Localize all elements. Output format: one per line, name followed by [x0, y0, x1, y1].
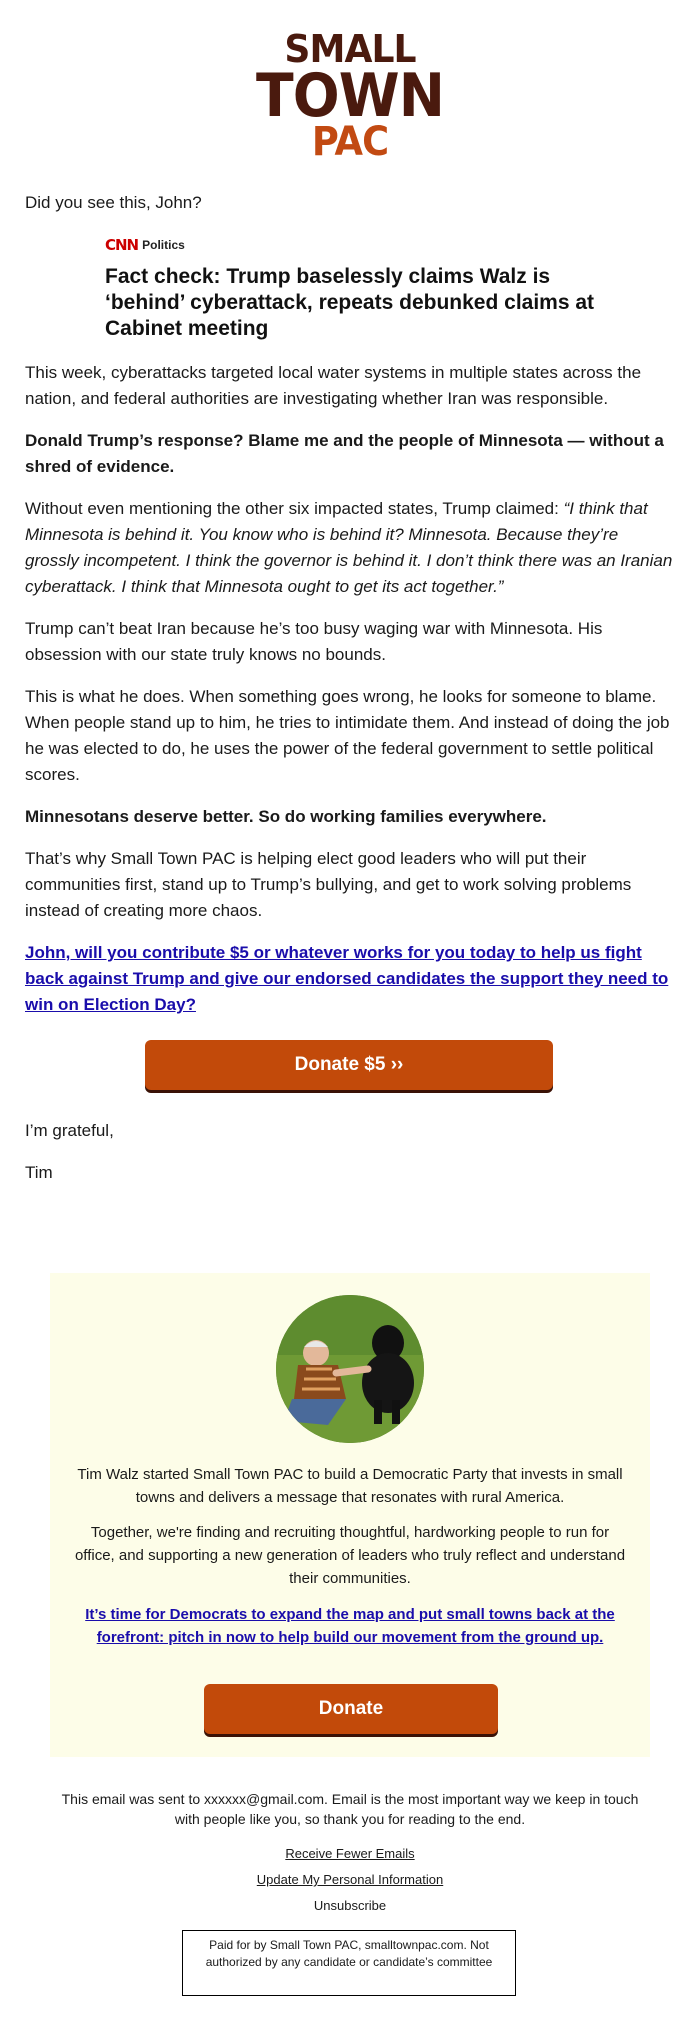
- donate-5-button[interactable]: Donate $5 ››: [145, 1040, 553, 1090]
- body-paragraph-4: Trump can’t beat Iran because he’s too busy waging war with Minnesota. His obsession with our state truly knows no bounds.: [25, 619, 603, 664]
- tim-walz-with-dog-photo: [276, 1295, 424, 1443]
- paid-for-by-disclaimer: Paid for by Small Town PAC, smalltownpac.com. Not authorized by any candidate or candidate’s committee: [182, 1930, 516, 1996]
- bio-movement-link[interactable]: It’s time for Democrats to expand the map and put small towns back at the forefront: pitch in now to help build our movement from the ground up.: [85, 1606, 615, 1646]
- body-paragraph-2: Donald Trump’s response? Blame me and the people of Minnesota — without a shred of evidence.: [25, 431, 664, 476]
- unsubscribe-link[interactable]: Unsubscribe: [313, 1898, 387, 1913]
- logo-line-small: SMALL: [284, 27, 416, 71]
- bio-paragraph-1: Tim Walz started Small Town PAC to build a Democratic Party that invests in small towns and delivers a message that resonates with rural America.: [77, 1466, 623, 1506]
- trump-quote: “I think that Minnesota is behind it. You know who is behind it? Minnesota. Because they’re grossly incompetent. I think the governor is behind it. I don’t think there was an Iranian cyberattack. I think that Minnesota ought to get its act together.”: [25, 499, 673, 596]
- logo-line-pac: PAC: [311, 119, 389, 165]
- logo-line-town: TOWN: [256, 61, 444, 131]
- article-section: Politics: [142, 238, 185, 252]
- bio-paragraph-2: Together, we're finding and recruiting thoughtful, hardworking people to run for office, and supporting a new generation of leaders who truly reflect and understand their communities.: [74, 1524, 626, 1587]
- body-paragraph-6: Minnesotans deserve better. So do working families everywhere.: [25, 807, 547, 826]
- signature: Tim: [25, 1163, 53, 1182]
- greeting: Did you see this, John?: [25, 193, 202, 212]
- article-card[interactable]: [105, 236, 605, 342]
- article-headline: Fact check: Trump baselessly claims Walz is ‘behind’ cyberattack, repeats debunked claims at Cabinet meeting: [105, 265, 595, 340]
- bio-link-paragraph: [70, 1603, 630, 1649]
- closing: I’m grateful,: [25, 1121, 114, 1140]
- contribution-ask-link[interactable]: John, will you contribute $5 or whatever works for you today to help us fight back against Trump and give our endorsed candidates the support they need to win on Election Day?: [25, 943, 669, 1014]
- update-info-link[interactable]: Update My Personal Information: [256, 1872, 444, 1887]
- quote-intro: Without even mentioning the other six impacted states, Trump claimed:: [25, 499, 564, 518]
- body-paragraph-1: This week, cyberattacks targeted local water systems in multiple states across the nation, and federal authorities are investigating whether Iran was responsible.: [25, 363, 642, 408]
- body-paragraph-5: This is what he does. When something goes wrong, he looks for someone to blame. When people stand up to him, he tries to intimidate them. And instead of doing the job he was elected to do, he uses the power of the federal government to settle political scores.: [25, 687, 670, 784]
- cnn-logo: CNN: [105, 236, 139, 254]
- footer-sent-to: This email was sent to xxxxxx@gmail.com. Email is the most important way we keep in touch with people like you, so thank you for reading to the end.: [61, 1791, 639, 1827]
- receive-fewer-emails-link[interactable]: Receive Fewer Emails: [285, 1846, 415, 1861]
- donate-button[interactable]: Donate: [204, 1684, 498, 1734]
- contribution-ask: [25, 940, 675, 1018]
- body-paragraph-7: That’s why Small Town PAC is helping elect good leaders who will put their communities first, stand up to Trump’s bullying, and get to work solving problems instead of creating more chaos.: [25, 849, 632, 920]
- body-paragraph-3: [25, 496, 675, 600]
- small-town-pac-logo: [0, 27, 700, 165]
- photo-illustration: [276, 1295, 424, 1443]
- article-source-row: [105, 236, 605, 254]
- bio-section: [50, 1273, 650, 1757]
